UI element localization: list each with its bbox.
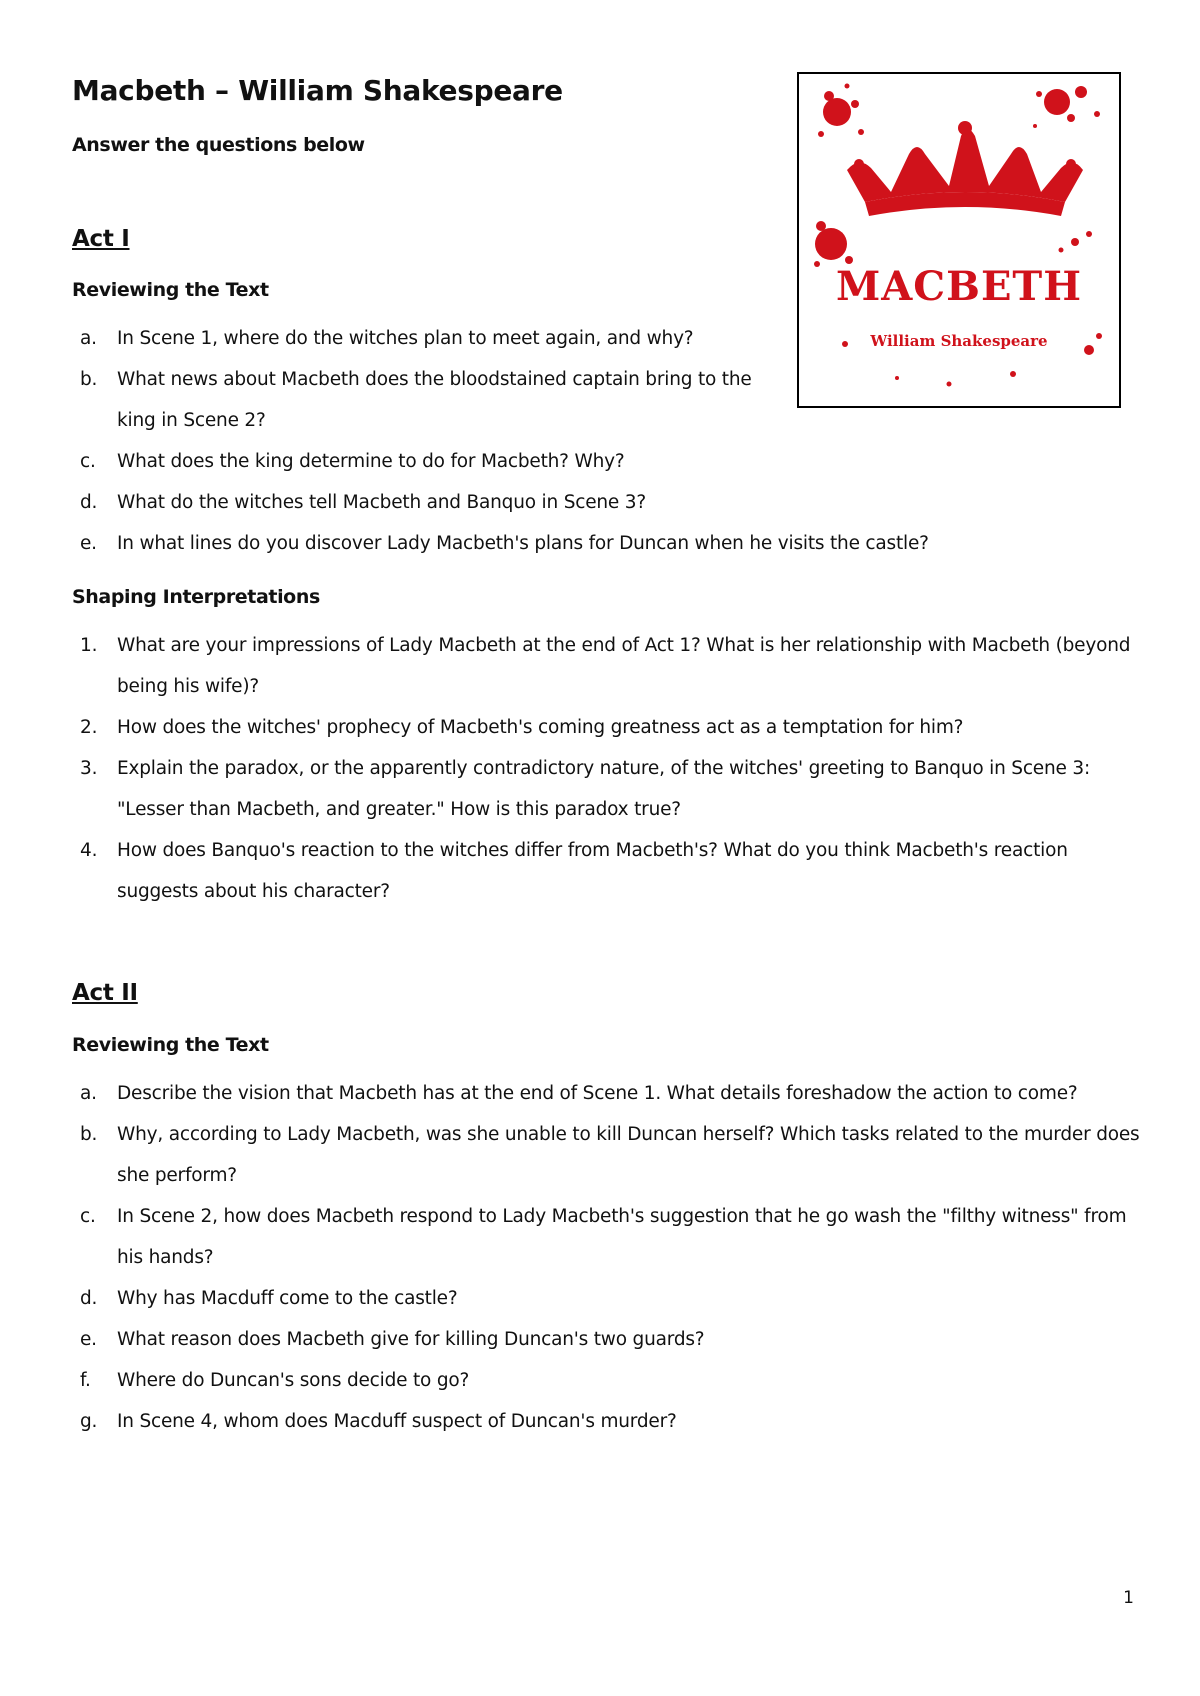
list-item: 2. How does the witches' prophecy of Macbeth's coming greatness act as a temptation for him? bbox=[80, 717, 964, 738]
act-1-reviewing-list-continued bbox=[72, 441, 1152, 564]
list-item: f. Where do Duncan's sons decide to go? bbox=[80, 1370, 470, 1391]
document-title: Macbeth – William Shakespeare bbox=[72, 74, 563, 107]
crown-icon bbox=[847, 129, 1083, 202]
list-item: d. Why has Macduff come to the castle? bbox=[80, 1288, 458, 1309]
list-item: b. Why, according to Lady Macbeth, was she unable to kill Duncan herself? Which tasks related to the murder does she perform? bbox=[80, 1124, 1140, 1186]
list-item: e. In what lines do you discover Lady Macbeth's plans for Duncan when he visits the castle? bbox=[80, 533, 929, 554]
act-2-heading: Act II bbox=[72, 980, 138, 1006]
list-item: a. Describe the vision that Macbeth has at the end of Scene 1. What details foreshadow the action to come? bbox=[80, 1083, 1078, 1104]
cover-author: William Shakespeare bbox=[870, 332, 1048, 350]
list-item: 4. How does Banquo's reaction to the witches differ from Macbeth's? What do you think Macbeth's reaction suggests about his character? bbox=[80, 840, 1068, 902]
list-item: g. In Scene 4, whom does Macduff suspect of Duncan's murder? bbox=[80, 1411, 677, 1432]
list-item: e. What reason does Macbeth give for killing Duncan's two guards? bbox=[80, 1329, 705, 1350]
act-2-reviewing-list bbox=[72, 1073, 1152, 1442]
page-number: 1 bbox=[1123, 1588, 1134, 1608]
act-1-reviewing-list bbox=[72, 318, 762, 441]
list-item: c. In Scene 2, how does Macbeth respond to Lady Macbeth's suggestion that he go wash the "filthy witness" from his hands? bbox=[80, 1206, 1127, 1268]
act-2-reviewing-heading: Reviewing the Text bbox=[72, 1034, 269, 1056]
list-item: d. What do the witches tell Macbeth and Banquo in Scene 3? bbox=[80, 492, 646, 513]
list-item: 3. Explain the paradox, or the apparently contradictory nature, of the witches' greeting to Banquo in Scene 3: "Lesser than Macbeth, and greater." How is this paradox true? bbox=[80, 758, 1090, 820]
cover-title: MACBETH bbox=[835, 263, 1083, 310]
book-cover-image bbox=[797, 72, 1121, 408]
cover-artwork bbox=[799, 74, 1119, 406]
act-1-reviewing-heading: Reviewing the Text bbox=[72, 279, 269, 301]
act-1-heading: Act I bbox=[72, 226, 130, 252]
list-item: 1. What are your impressions of Lady Macbeth at the end of Act 1? What is her relationship with Macbeth (beyond being his wife)? bbox=[80, 635, 1131, 697]
list-item: c. What does the king determine to do for Macbeth? Why? bbox=[80, 451, 625, 472]
act-1-shaping-list bbox=[72, 625, 1152, 912]
list-item: b. What news about Macbeth does the bloodstained captain bring to the king in Scene 2? bbox=[80, 369, 752, 431]
instruction-text: Answer the questions below bbox=[72, 134, 365, 156]
act-1-shaping-heading: Shaping Interpretations bbox=[72, 586, 320, 608]
list-item: a. In Scene 1, where do the witches plan to meet again, and why? bbox=[80, 328, 694, 349]
